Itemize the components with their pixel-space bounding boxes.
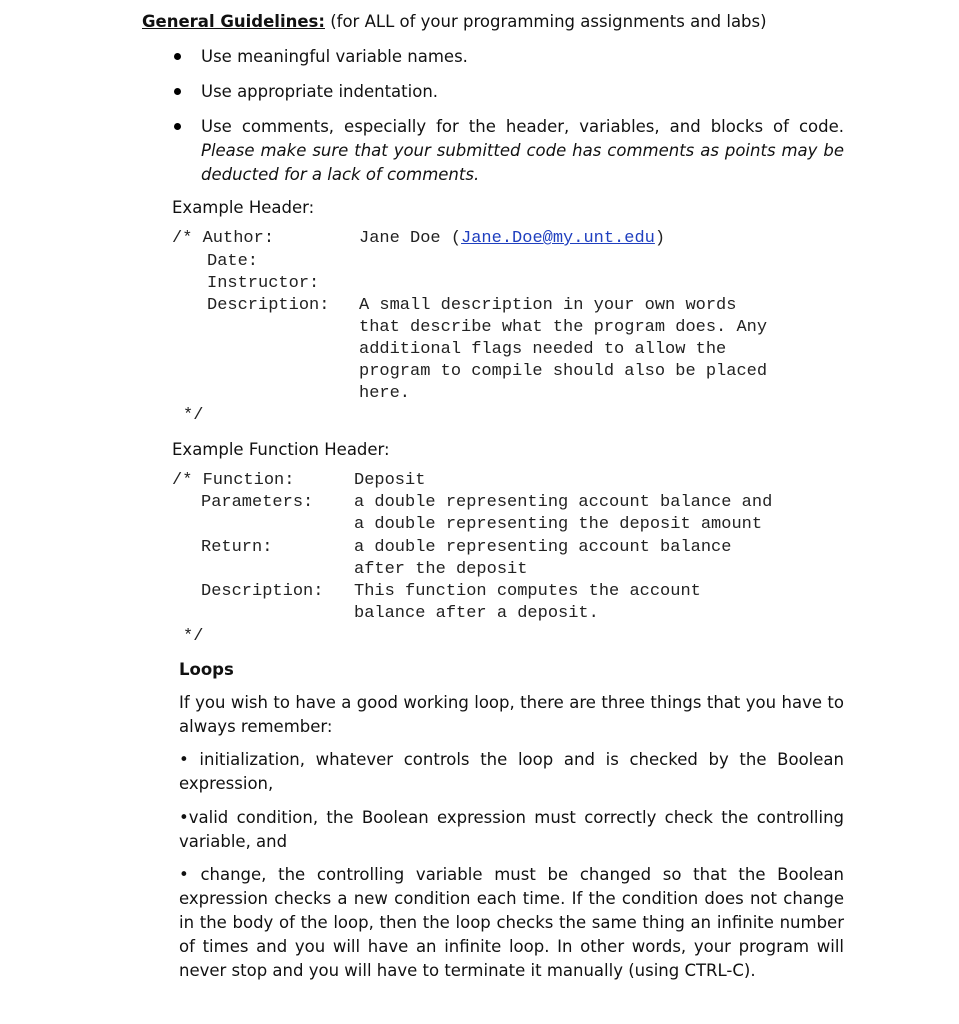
parameters-line: a double representing the deposit amount: [354, 515, 763, 534]
bullet-icon: [174, 123, 181, 130]
instructor-label: Instructor:: [207, 274, 320, 293]
loops-point-initialization: • initialization, whatever controls the loop and is checked by the Boolean expression,: [179, 750, 844, 793]
parameters-label: Parameters:: [201, 493, 314, 512]
guideline-item-2: Use appropriate indentation.: [201, 82, 439, 101]
bullet-icon: [174, 53, 181, 60]
author-label: /* Author:: [172, 229, 275, 248]
comment-end: */: [183, 406, 204, 425]
author-email-link[interactable]: Jane.Doe@my.unt.edu: [461, 229, 655, 248]
author-value: [359, 228, 665, 250]
function-description-line: This function computes the account: [354, 582, 701, 601]
loops-point-condition: •valid condition, the Boolean expression must correctly check the controlling variable, and: [179, 808, 844, 851]
function-header-label: Example Function Header:: [172, 440, 390, 459]
comment-end: */: [183, 627, 204, 646]
bullet-icon: [174, 88, 181, 95]
date-label: Date:: [207, 252, 259, 271]
guidelines-title: General Guidelines:: [142, 12, 325, 31]
loops-title: Loops: [179, 660, 234, 679]
author-name: Jane Doe (: [359, 229, 462, 248]
description-line: that describe what the program does. Any: [359, 318, 768, 337]
loops-point-change: • change, the controlling variable must be changed so that the Boolean expression checks a new condition each time. If the condition does not change in the body of the loop, then the loop checks the same thing an infinite number of times and you will have an infinite loop. In other words, your program will never stop and you will have to terminate it manually (using CTRL-C).: [179, 865, 844, 980]
loops-intro: If you wish to have a good working loop, there are three things that you have to always remember:: [179, 693, 844, 736]
guidelines-subtitle: (for ALL of your programming assignments and labs): [330, 12, 767, 31]
function-description-line: balance after a deposit.: [354, 604, 599, 623]
description-line: here.: [359, 384, 411, 403]
return-label: Return:: [201, 538, 273, 557]
function-value: Deposit: [354, 471, 426, 490]
function-label: /* Function:: [172, 471, 295, 490]
guideline-item-1: Use meaningful variable names.: [201, 47, 468, 66]
description-line: A small description in your own words: [359, 296, 737, 315]
description-label: Description:: [207, 296, 330, 315]
description-line: additional flags needed to allow the: [359, 340, 727, 359]
guideline-item-3-text: Use comments, especially for the header, variables, and blocks of code.: [201, 117, 844, 136]
description-line: program to compile should also be placed: [359, 362, 768, 381]
example-header-label: Example Header:: [172, 198, 315, 217]
return-line: a double representing account balance: [354, 538, 732, 557]
guidelines-heading: [142, 10, 767, 34]
author-close-paren: ): [654, 229, 666, 248]
return-line: after the deposit: [354, 560, 528, 579]
guideline-item-3: [201, 115, 844, 187]
guideline-item-3-italic: Please make sure that your submitted code has comments as points may be deducted for a lack of comments.: [201, 141, 844, 184]
parameters-line: a double representing account balance and: [354, 493, 773, 512]
function-description-label: Description:: [201, 582, 324, 601]
